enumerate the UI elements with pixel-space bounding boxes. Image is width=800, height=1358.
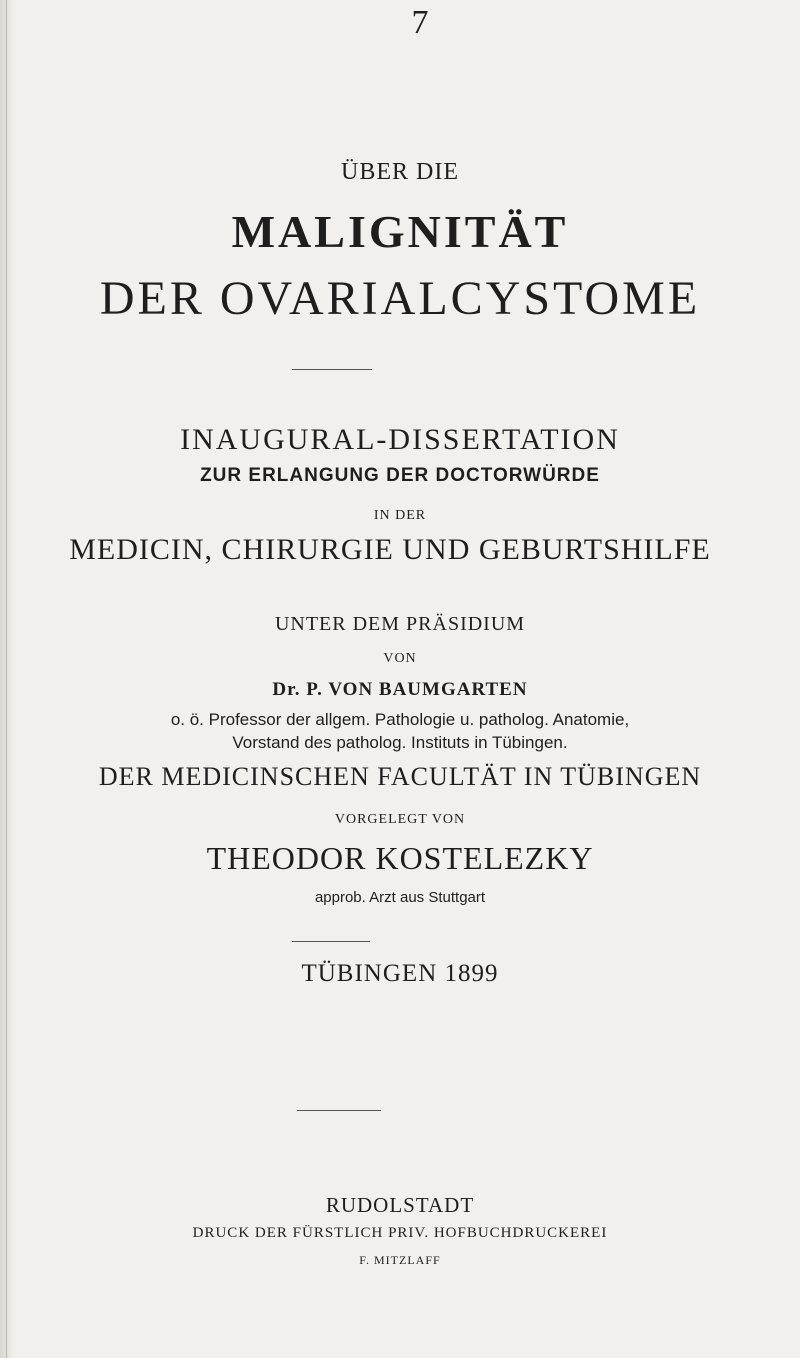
faculty-vorgelegt: VORGELEGT VON [334,812,466,827]
presidium-title-line-2: Vorstand des patholog. Instituts in Tübingen. [232,733,568,752]
binding-line [6,0,7,1358]
dissertation-fields: MEDICIN, CHIRURGIE UND GEBURTSHILFE [69,533,711,566]
title-line-2: MALIGNITÄT [231,206,569,257]
printer-city: RUDOLSTADT [325,1193,475,1217]
page-binding-edge [0,0,14,1358]
dissertation-purpose: ZUR ERLANGUNG DER DOCTORWÜRDE [200,465,600,486]
dissertation-heading: INAUGURAL-DISSERTATION [180,423,620,456]
title-line-1: ÜBER DIE [341,159,459,185]
divider-rule-3 [297,1110,381,1111]
author-name: THEODOR KOSTELEZKY [206,840,594,876]
page-number: 7 [411,4,429,41]
divider-rule-1 [292,369,372,370]
presidium-label: UNTER DEM PRÄSIDIUM [274,613,526,635]
title-line-3: DER OVARIALCYSTOME [99,272,701,325]
printer-name: DRUCK DER FÜRSTLICH PRIV. HOFBUCHDRUCKEREI [192,1225,608,1241]
presidium-title-line-1: o. ö. Professor der allgem. Pathologie u. patholog. Anatomie, [170,710,630,729]
printer-owner: F. MITZLAFF [359,1253,441,1267]
author-description: approb. Arzt aus Stuttgart [314,889,486,906]
presidium-name: Dr. P. VON BAUMGARTEN [272,679,528,700]
presidium-von: VON [383,651,417,666]
faculty-name: DER MEDICINSCHEN FACULTÄT IN TÜBINGEN [98,762,702,791]
divider-rule-2 [292,941,370,942]
place-year: TÜBINGEN 1899 [301,960,499,987]
dissertation-in-der: IN DER [373,508,427,523]
